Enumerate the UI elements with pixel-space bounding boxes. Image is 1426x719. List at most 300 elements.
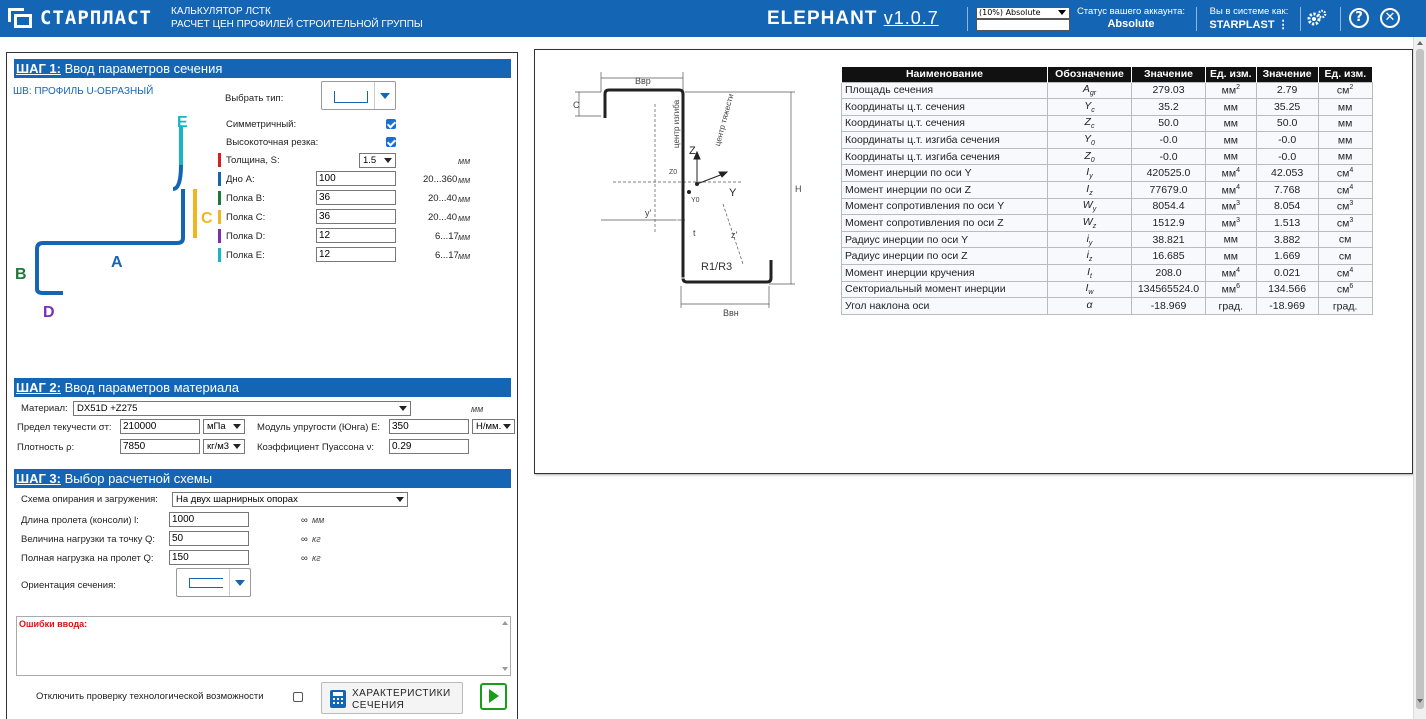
choose-type-label: Выбрать тип:	[225, 93, 284, 104]
step2-header	[14, 378, 511, 397]
cell-unit-u1sup: 4	[1236, 183, 1240, 191]
cell-unit-u1: мм	[1221, 283, 1237, 296]
cell-symbol-sym: Z	[1084, 116, 1091, 129]
cell-symbol-sym: A	[1082, 83, 1090, 96]
cell-unit	[1206, 265, 1257, 282]
param-label: Полка D:	[226, 231, 266, 242]
cell-symbol-sym: W	[1082, 199, 1093, 212]
chevron-down-icon	[233, 424, 241, 429]
cell-name: Координаты ц.т. изгиба сечения	[842, 148, 1048, 165]
cell-unit2	[1318, 132, 1372, 149]
scroll-down-icon[interactable]	[1417, 699, 1423, 703]
cell-value2: -0.0	[1256, 132, 1318, 149]
height-label: H	[795, 184, 802, 194]
cell-value: 208.0	[1132, 265, 1206, 282]
param-unit: мм	[458, 194, 471, 204]
cell-unit-u1: мм	[1223, 233, 1239, 246]
param-label: Дно A:	[226, 174, 255, 185]
errors-textarea[interactable]	[16, 616, 511, 676]
step3-title: Выбор расчетной схемы	[61, 471, 213, 486]
cell-symbol-sym: I	[1086, 166, 1090, 179]
span-label: Длина пролета (консоли) l:	[21, 515, 139, 526]
modulus-input[interactable]: 350	[389, 419, 469, 434]
full-load-label: Полная нагрузка на пролет Q:	[21, 553, 154, 564]
col-header: Ед. изм.	[1318, 67, 1372, 82]
cell-value: 134565524.0	[1132, 281, 1206, 298]
cell-unit2-u2sup: 6	[1349, 283, 1354, 291]
cell-value2: 2.79	[1256, 82, 1318, 99]
scroll-up-icon[interactable]	[502, 621, 508, 625]
cell-unit-u1sup: 4	[1236, 266, 1240, 274]
thickness-color-bar	[218, 153, 221, 167]
yield-unit-select[interactable]	[203, 419, 245, 434]
web-a-line	[37, 189, 183, 281]
param-a-input[interactable]: 100	[316, 171, 396, 186]
cell-unit2	[1318, 298, 1372, 315]
cell-unit-u1: град.	[1218, 300, 1244, 313]
cell-unit	[1206, 115, 1257, 132]
logo-mark-icon	[8, 8, 34, 28]
cell-value: 35.2	[1132, 99, 1206, 116]
cell-symbol	[1048, 99, 1132, 116]
cell-unit-u1: мм	[1221, 84, 1237, 97]
thickness-select[interactable]	[359, 153, 396, 168]
material-select[interactable]	[73, 401, 411, 416]
cell-unit2-u2: см	[1338, 233, 1352, 246]
axis-z-label: Z	[689, 145, 696, 157]
cell-unit2	[1318, 215, 1372, 232]
cell-unit2-u2: мм	[1337, 150, 1353, 163]
section-properties-line2: СЕЧЕНИЯ	[352, 700, 405, 711]
profile-type-select[interactable]	[321, 81, 396, 110]
density-input[interactable]: 7850	[120, 439, 200, 454]
header-divider	[1300, 7, 1301, 31]
cell-unit2	[1318, 165, 1372, 182]
cell-unit2	[1318, 198, 1372, 215]
cell-name: Угол наклона оси	[842, 298, 1048, 315]
close-icon[interactable]: ✕	[1380, 8, 1400, 28]
precision-cut-label: Высокоточная резка:	[226, 137, 319, 148]
param-b-input[interactable]: 36	[316, 190, 396, 205]
cell-symbol-sub: w	[1088, 289, 1094, 297]
density-label: Плотность ρ:	[17, 442, 75, 453]
thickness-unit: мм	[458, 156, 471, 166]
cell-name: Момент инерции кручения	[842, 265, 1048, 282]
cell-symbol-sym: Y	[1084, 99, 1092, 112]
cell-unit	[1206, 248, 1257, 265]
cell-symbol-sub: 0	[1090, 156, 1095, 164]
logged-in-value: STARPLAST ⋮	[1209, 19, 1289, 31]
param-label: Полка B:	[226, 193, 265, 204]
cell-name: Радиус инерции по оси Y	[842, 231, 1048, 248]
cell-unit2-u2: мм	[1337, 101, 1353, 114]
logged-in-label: Вы в системе как:	[1209, 6, 1289, 17]
logo	[8, 7, 152, 29]
table-row	[842, 215, 1373, 232]
cell-value2: 1.513	[1256, 215, 1318, 232]
param-c-input[interactable]: 36	[316, 209, 396, 224]
thickness-dim-label: t	[693, 228, 696, 238]
y0-label: Y0	[691, 197, 700, 204]
diagram-label-a: A	[111, 254, 123, 271]
thickness-label: Толщина, S:	[226, 155, 280, 166]
cell-symbol	[1048, 182, 1132, 199]
cell-symbol	[1048, 198, 1132, 215]
cell-unit	[1206, 165, 1257, 182]
param-color-bar	[218, 191, 221, 205]
account-status-label: Статус вашего аккаунта:	[1076, 6, 1186, 17]
param-range: 20...40	[428, 212, 458, 223]
infinity-icon: ∞	[301, 515, 308, 526]
table-row	[842, 132, 1373, 149]
cell-unit2-u2: см	[1336, 84, 1350, 97]
cell-unit2-u2sup: 3	[1349, 200, 1354, 208]
cell-unit2-u2: мм	[1337, 134, 1353, 147]
orientation-select[interactable]	[176, 568, 251, 597]
cell-unit	[1206, 99, 1257, 116]
param-unit: мм	[458, 232, 471, 242]
material-select-value: DX51D +Z275	[77, 403, 138, 414]
account-select[interactable]	[976, 7, 1070, 19]
table-row	[842, 298, 1373, 315]
param-color-bar	[218, 248, 221, 262]
top-bar	[0, 0, 1426, 37]
param-color-bar	[218, 172, 221, 186]
cell-unit	[1206, 215, 1257, 232]
cell-symbol-sym: I	[1085, 282, 1089, 295]
col-header: Ед. изм.	[1206, 67, 1257, 82]
cell-unit2-u2sup: 3	[1349, 216, 1354, 224]
cell-unit2	[1318, 231, 1372, 248]
cell-symbol-sym: Y	[1084, 133, 1092, 146]
center-bending-label: центр изгиба	[672, 99, 681, 148]
y-prime-label: y'	[645, 208, 652, 218]
settings-gear-icon[interactable]	[1307, 8, 1327, 28]
col-header: Обозначение	[1048, 67, 1132, 82]
subtitle-line2: РАСЧЕТ ЦЕН ПРОФИЛЕЙ СТРОИТЕЛЬНОЙ ГРУППЫ	[171, 19, 423, 30]
cell-symbol	[1048, 215, 1132, 232]
profile-name: ШВ: ПРОФИЛЬ U-ОБРАЗНЫЙ	[13, 86, 154, 97]
param-e-input[interactable]: 12	[316, 247, 396, 262]
point-load-label: Величина нагрузки та точку Q:	[21, 534, 156, 545]
header-divider	[967, 7, 968, 31]
cell-unit-u1: мм	[1223, 117, 1239, 130]
table-row	[842, 182, 1373, 199]
table-row	[842, 99, 1373, 116]
cell-unit2	[1318, 281, 1372, 298]
table-row	[842, 248, 1373, 265]
results-panel	[534, 49, 1413, 474]
cell-unit-u1sup: 2	[1236, 84, 1240, 92]
cell-unit2-u2: см	[1336, 200, 1350, 213]
cell-unit	[1206, 132, 1257, 149]
cell-symbol-sym: W	[1082, 216, 1093, 228]
cell-unit-u1: мм	[1221, 267, 1237, 280]
cell-unit2	[1318, 148, 1372, 165]
cell-unit2-u2: см	[1336, 217, 1350, 230]
cell-symbol	[1048, 148, 1132, 165]
account-select-value: (10%) Absolute	[979, 8, 1041, 17]
param-unit: мм	[458, 251, 471, 261]
cell-value2: 3.882	[1256, 231, 1318, 248]
cell-value2: 1.669	[1256, 248, 1318, 265]
section-drawing	[573, 64, 823, 318]
table-row	[842, 165, 1373, 182]
cell-unit	[1206, 182, 1257, 199]
cell-symbol	[1048, 248, 1132, 265]
app-name-text: ELEPHANT	[767, 8, 878, 29]
cell-symbol-sub: t	[1089, 272, 1092, 280]
cell-unit	[1206, 198, 1257, 215]
disable-check-checkbox[interactable]	[293, 692, 303, 702]
u-profile-icon	[334, 91, 368, 103]
cell-name: Площадь сечения	[842, 82, 1048, 99]
poisson-input[interactable]: 0.29	[389, 439, 469, 454]
section-properties-line1: ХАРАКТЕРИСТИКИ	[352, 688, 451, 699]
col-header: Значение	[1256, 67, 1318, 82]
errors-label: Ошибки ввода:	[19, 619, 88, 629]
chevron-down-icon	[503, 424, 511, 429]
cell-unit-u1: мм	[1221, 217, 1237, 230]
span-input[interactable]: 1000	[169, 512, 249, 527]
cell-unit-u1: мм	[1221, 167, 1237, 180]
density-unit-select[interactable]	[203, 439, 245, 454]
cell-unit2-u2: град.	[1332, 300, 1358, 313]
cell-name: Радиус инерции по оси Z	[842, 248, 1048, 265]
cell-symbol-sym: Z	[1084, 149, 1091, 162]
diagram-label-c: C	[201, 210, 213, 227]
cell-unit2-u2: см	[1336, 167, 1350, 180]
account-status-value: Absolute	[1107, 18, 1155, 30]
modulus-label: Модуль упругости (Юнга) E:	[257, 422, 381, 433]
cell-symbol-sub: gr	[1089, 90, 1097, 98]
cell-symbol-sub: y	[1088, 239, 1093, 247]
cell-symbol	[1048, 298, 1132, 315]
cell-value2: 7.768	[1256, 182, 1318, 199]
cell-value: -18.969	[1132, 298, 1206, 315]
cell-symbol-sub: y	[1092, 206, 1097, 214]
cell-unit	[1206, 82, 1257, 99]
orientation-label: Ориентация сечения:	[21, 580, 116, 591]
input-panel	[6, 52, 518, 719]
cell-unit-u1: мм	[1221, 200, 1237, 213]
axis-y-label: Y	[729, 187, 737, 199]
app-subtitle	[171, 5, 423, 31]
cell-name: Координаты ц.т. сечения	[842, 99, 1048, 116]
symmetric-label: Симметричный:	[226, 119, 297, 130]
cell-unit-u1: мм	[1221, 184, 1237, 197]
cell-symbol-sub: z	[1089, 189, 1093, 197]
modulus-unit-select[interactable]	[472, 419, 515, 434]
full-load-unit: кг	[312, 553, 321, 563]
param-color-bar	[218, 210, 221, 224]
full-load-input[interactable]: 150	[169, 550, 249, 565]
center-mass-label: центр тяжести	[712, 92, 736, 147]
profile-diagram	[13, 103, 213, 321]
precision-cut-checkbox[interactable]	[386, 137, 396, 147]
cell-name: Координаты ц.т. изгиба сечения	[842, 132, 1048, 149]
cell-value2: 35.25	[1256, 99, 1318, 116]
cell-name: Момент сопротивления по оси Z	[842, 215, 1048, 232]
cell-value2: 42.053	[1256, 165, 1318, 182]
cell-symbol-sym: i	[1086, 249, 1089, 262]
cell-value2: 50.0	[1256, 115, 1318, 132]
z0-label: Z0	[669, 169, 678, 176]
chevron-down-icon	[235, 580, 245, 586]
step3-number: ШАГ 3:	[16, 471, 61, 486]
cell-symbol	[1048, 231, 1132, 248]
cell-unit2-u2: см	[1336, 267, 1350, 280]
density-unit-value: кг/м3	[207, 441, 230, 452]
infinity-icon: ∞	[301, 534, 308, 545]
logo-text: СТАРПЛАСТ	[40, 7, 152, 29]
cell-name: Координаты ц.т. сечения	[842, 115, 1048, 132]
cell-name: Момент инерции по оси Y	[842, 165, 1048, 182]
run-play-button[interactable]	[480, 683, 507, 710]
span-unit: мм	[312, 515, 325, 525]
chevron-down-icon	[384, 158, 392, 163]
cell-unit	[1206, 298, 1257, 315]
symmetric-checkbox[interactable]	[386, 119, 396, 129]
cell-value: 8054.4	[1132, 198, 1206, 215]
cell-value2: -18.969	[1256, 298, 1318, 315]
cell-unit2	[1318, 265, 1372, 282]
cell-unit	[1206, 148, 1257, 165]
diagram-label-b: B	[15, 266, 27, 283]
step1-title: Ввод параметров сечения	[61, 61, 223, 76]
material-unit: мм	[471, 404, 484, 414]
table-row	[842, 115, 1373, 132]
header-divider	[1340, 7, 1341, 31]
cell-unit-u1sup: 6	[1236, 283, 1240, 291]
cell-unit-u1: мм	[1223, 134, 1239, 147]
infinity-icon: ∞	[301, 553, 308, 564]
cell-symbol	[1048, 82, 1132, 99]
z-profile-outline	[605, 90, 771, 282]
orientation-profile-icon	[189, 578, 223, 588]
cell-symbol-sub: z	[1088, 256, 1093, 264]
cell-symbol-sym: α	[1086, 298, 1093, 311]
point-load-input[interactable]: 50	[169, 531, 249, 546]
cell-unit2-u2sup: 2	[1349, 84, 1354, 92]
scheme-select-value: На двух шарнирных опорах	[176, 494, 298, 505]
param-range: 20...360	[423, 174, 458, 185]
material-label: Материал:	[21, 403, 68, 414]
yield-label: Предел текучести σт:	[17, 422, 112, 433]
cell-value: 77679.0	[1132, 182, 1206, 199]
table-row	[842, 231, 1373, 248]
diagram-label-d: D	[43, 304, 55, 321]
cell-value: 1512.9	[1132, 215, 1206, 232]
cell-unit2-u2: см	[1336, 184, 1350, 197]
param-label: Полка C:	[226, 212, 266, 223]
cell-value: 50.0	[1132, 115, 1206, 132]
scrollbar-thumb[interactable]	[1416, 49, 1424, 709]
point-load-unit: кг	[312, 534, 321, 544]
col-header: Наименование	[842, 67, 1048, 82]
cell-unit2-u2: см	[1336, 283, 1350, 296]
header-divider	[1196, 7, 1197, 31]
chevron-down-icon	[1058, 10, 1066, 15]
diagram-label-e: E	[177, 114, 188, 131]
scroll-up-icon[interactable]	[1417, 41, 1423, 45]
page-scrollbar[interactable]	[1413, 37, 1426, 719]
cell-symbol	[1048, 132, 1132, 149]
param-d-input[interactable]: 12	[316, 228, 396, 243]
cell-value: 38.821	[1132, 231, 1206, 248]
yield-input[interactable]: 210000	[120, 419, 200, 434]
table-header-row	[842, 67, 1373, 82]
account-input[interactable]	[976, 19, 1070, 31]
step1-header	[14, 59, 511, 78]
col-header: Значение	[1132, 67, 1206, 82]
step3-header	[14, 469, 511, 488]
param-range: 6...17	[435, 231, 459, 242]
logged-in-user[interactable]	[1204, 6, 1294, 31]
app-version-link[interactable]: v1.0.7	[883, 8, 939, 28]
cell-symbol-sub: z	[1092, 223, 1097, 231]
cell-symbol-sym: I	[1086, 182, 1090, 195]
cell-symbol-sub: c	[1090, 123, 1095, 131]
cell-unit2	[1318, 182, 1372, 199]
scroll-down-icon[interactable]	[502, 667, 508, 671]
cell-unit-u1sup: 3	[1236, 200, 1240, 208]
cell-unit-u1sup: 3	[1236, 216, 1240, 224]
cell-name: Момент инерции по оси Z	[842, 182, 1048, 199]
chevron-down-icon	[380, 93, 390, 99]
cell-value: 279.03	[1132, 82, 1206, 99]
param-label: Полка E:	[226, 250, 265, 261]
cell-symbol	[1048, 165, 1132, 182]
cell-unit2	[1318, 82, 1372, 99]
cell-unit	[1206, 281, 1257, 298]
help-icon[interactable]: ?	[1349, 8, 1369, 28]
cell-symbol-sym: i	[1086, 232, 1089, 245]
cell-unit2-u2: мм	[1337, 117, 1353, 130]
cell-unit2	[1318, 99, 1372, 116]
modulus-unit-value: Н/мм.	[476, 421, 502, 432]
cell-value2: 0.021	[1256, 265, 1318, 282]
cell-value: 420525.0	[1132, 165, 1206, 182]
poisson-label: Коэффициент Пуассона ν:	[257, 442, 375, 453]
cell-unit	[1206, 231, 1257, 248]
account-status	[1073, 6, 1189, 30]
scheme-select[interactable]	[172, 492, 408, 507]
cell-value: -0.0	[1132, 132, 1206, 149]
table-row	[842, 198, 1373, 215]
cell-unit-u1sup: 4	[1236, 167, 1240, 175]
cell-unit-u1: мм	[1223, 150, 1239, 163]
z-prime-label: z'	[731, 230, 738, 240]
step2-number: ШАГ 2:	[16, 380, 61, 395]
step1-number: ШАГ 1:	[16, 61, 61, 76]
table-row	[842, 265, 1373, 282]
scheme-label: Схема опирания и загружения:	[21, 494, 158, 505]
calculator-icon	[330, 690, 346, 708]
param-color-bar	[218, 229, 221, 243]
cell-name: Момент сопротивления по оси Y	[842, 198, 1048, 215]
cell-unit2	[1318, 115, 1372, 132]
chevron-down-icon	[233, 444, 241, 449]
width-bottom-label: Bвн	[723, 308, 739, 318]
table-row	[842, 148, 1373, 165]
section-properties-table	[841, 67, 1373, 315]
section-properties-button[interactable]	[321, 682, 463, 714]
radius-label: R1/R3	[701, 261, 733, 273]
lip-label: C	[573, 100, 580, 110]
section-properties-label	[352, 688, 451, 712]
yield-unit-value: мПа	[207, 421, 226, 432]
